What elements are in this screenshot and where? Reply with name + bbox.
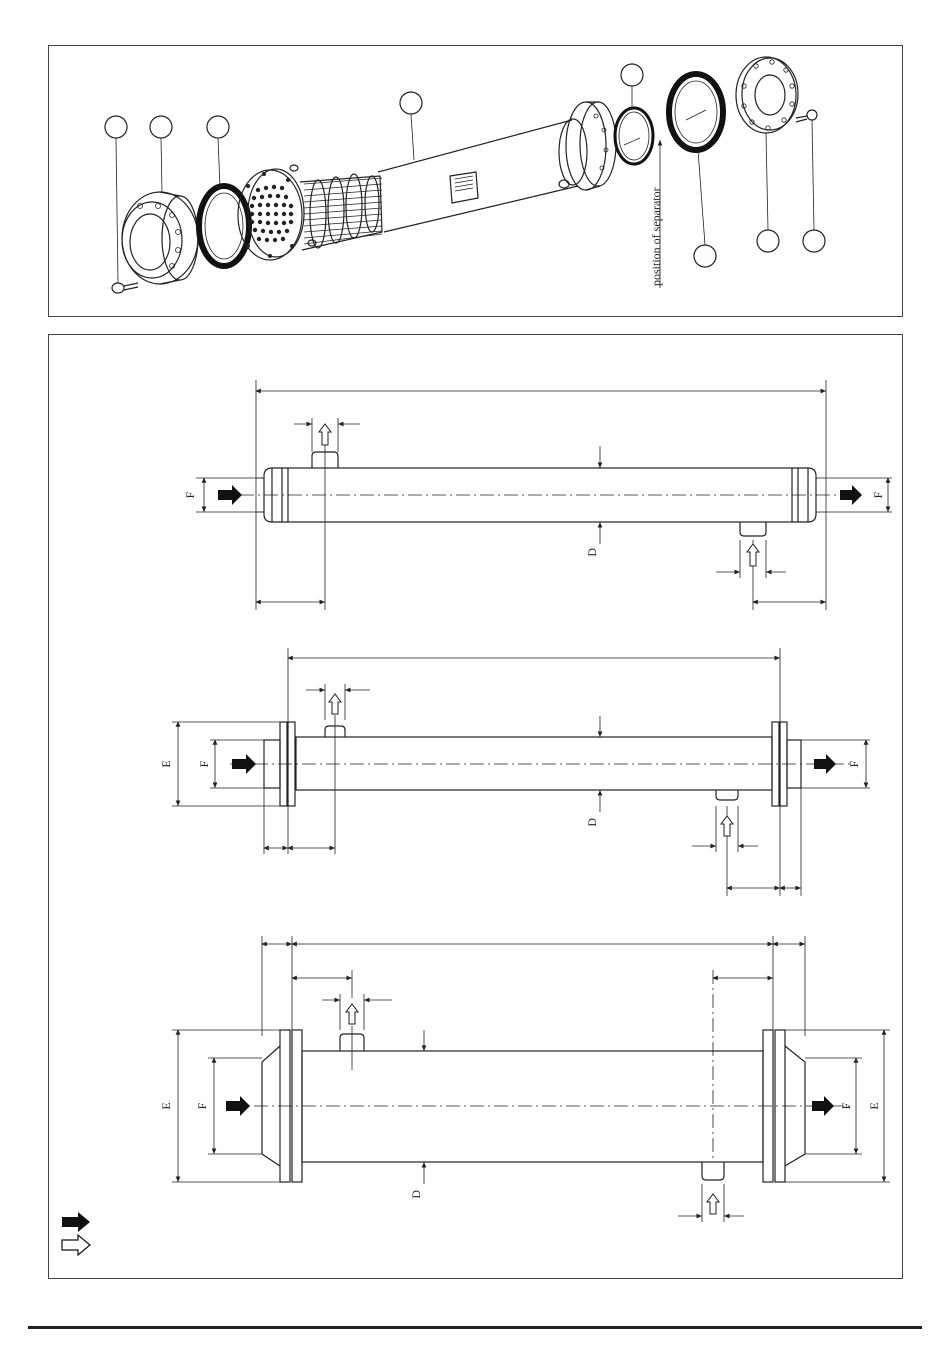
- d2-label-f-left: F: [197, 760, 211, 768]
- filled-arrow-icon: [62, 1212, 90, 1232]
- d3-label-e-left: E: [159, 1102, 173, 1110]
- drawing-1: [183, 380, 892, 610]
- shell-body: [378, 119, 587, 232]
- tube-sheet: [238, 169, 304, 260]
- d2-label-f-right: F: [847, 760, 861, 768]
- separator-label: position of separator: [649, 187, 663, 286]
- d3-label-d: D: [409, 1190, 423, 1199]
- d1-label-f-left: F: [183, 491, 197, 499]
- flange-right: [736, 57, 798, 133]
- bolt-right: [796, 110, 817, 122]
- gasket-right: [669, 74, 723, 150]
- shell-flange-right: [559, 102, 616, 190]
- d3-label-f-left: F: [195, 1102, 209, 1110]
- separator-indicator: [649, 140, 663, 288]
- drawing-2: [159, 648, 870, 896]
- d3-label-f-right: F: [839, 1102, 853, 1110]
- d2-label-e-left: E: [159, 760, 173, 768]
- d1-label-d: D: [585, 548, 599, 557]
- d1-label-f-right: F: [871, 491, 885, 499]
- exploded-view: [105, 57, 825, 293]
- drawing-3: [159, 936, 890, 1222]
- gasket-left: [199, 186, 249, 266]
- flange-left: [122, 192, 198, 284]
- d3-label-e-right: E: [867, 1102, 881, 1110]
- bolt-left: [112, 283, 138, 293]
- flow-legend: [62, 1212, 90, 1255]
- d2-label-d: D: [585, 818, 599, 827]
- hollow-arrow-icon: [62, 1235, 90, 1255]
- separator-gasket: [615, 108, 653, 164]
